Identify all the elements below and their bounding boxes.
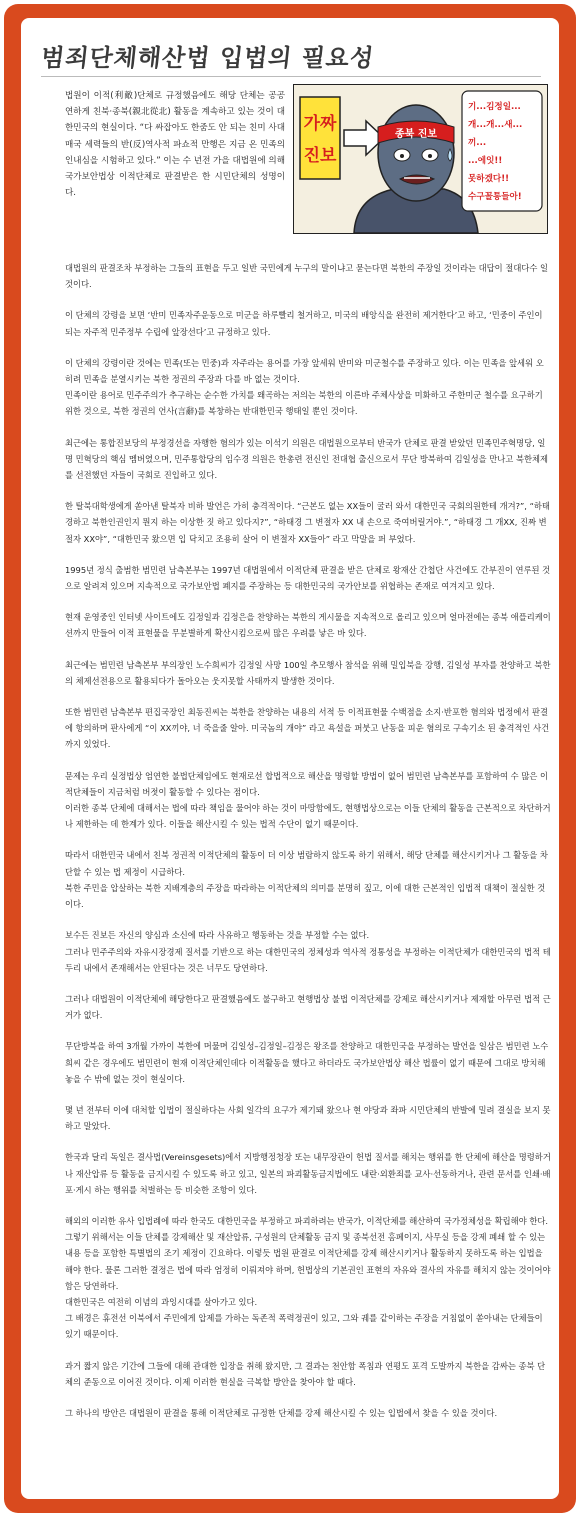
article-paragraph: 한 탈북대학생에게 쏟아낸 탈북자 비하 발언은 가히 충격적이다. “근본도 없는 XX들이 굴러 와서 대한민국 국회의원한테 개겨?”, “하태경하고 북한인권인지 뭔지 하는 이상한 짓 하고 있다지?”, “하태경 그 변절자 XX 내 손으로 죽여버릴거야.”, “하태경 그 개XX, 진짜 변절자 XX야”, “대한민국 왔으면 입 닥치고 조용히 살어 이 변절자 XX들아” 라고 막말을 퍼 부었다. xyxy=(65,501,550,544)
left-pupil xyxy=(400,154,404,158)
sign-text-top: 가짜 xyxy=(303,114,337,134)
article-paragraph: 이 단체의 강령이란 것에는 민족(또는 민중)과 자주라는 용어를 가장 앞세워 반미와 미군철수를 주장하고 있다. 이는 민족을 앞세워 오히려 민족을 분열시키는 북한 정권의 주장과 다를 바 없는 것이다. xyxy=(65,357,544,385)
article-paragraph: 해외의 이러한 유사 입법례에 따라 한국도 대한민국을 부정하고 파괴하려는 반국가, 이적단체를 해산하여 국가정체성을 확립해야 한다. 그렇기 위해서는 이들 단체를 강제해산 및 재산압류, 구성원의 단체활동 금지 및 종북선전 홈페이지, 사무실 등을 강제 폐쇄 할 수 있는 내용 등을 포함한 특별법의 조기 제정이 긴요하다. 이렇듯 법원 판결로 이적단체를 강제 해산시키거나 활동하지 못하도록 하는 입법을 해야 한다. 물론 그러한 결정은 법에 따라 엄정히 이뤄져야 하며, 헌법상의 기본권인 표현의 자유와 결사의 자유를 해치지 않는 것이어야 함은 당연하다. xyxy=(65,1215,551,1291)
article-paragraph: 과거 짧지 않은 기간에 그들에 대해 관대한 입장을 취해 왔지만, 그 결과는 천안함 폭침과 연평도 포격 도발까지 북한을 감싸는 종북 단체의 준동으로 이어진 것이다. 이제 이러한 현실을 극복할 방안을 찾아야 할 때다. xyxy=(65,1360,546,1387)
sign-text-bottom: 진보 xyxy=(303,146,337,166)
speech-bubble-line: 수구꼴통들아! xyxy=(468,192,522,202)
article-paragraph: 그 배경은 휴전선 이북에서 주민에게 압제를 가하는 독존적 폭력정권이 있고, 그와 궤를 같이하는 주장을 거침없이 쏟아내는 단체들이 있기 때문이다. xyxy=(65,1313,543,1340)
article-paragraph: 그 하나의 방안은 대법원이 판결을 통해 이적단체로 규정한 단체를 강제 해산시킬 수 있는 입법에서 찾을 수 있을 것이다. xyxy=(65,1407,498,1418)
speech-bubble-line: ...에잇!! xyxy=(468,156,503,166)
article-paragraph: 이 단체의 강령을 보면 ‘반미 민족자주운동으로 미군을 하루빨리 철거하고, 미국의 배앙식을 완전히 제거한다’고 하고, ‘민중이 주인이 되는 자주적 민주정부 수립에 앞장선다’고 규정하고 있다. xyxy=(65,310,543,337)
intro-paragraph: 법원이 이적(利敵)단체로 규정했음에도 해당 단체는 공공연하게 친북·종북(親北從北) 활동을 계속하고 있는 것이 대한민국의 현실이다. “다 싸잡아도 한줌도 안 되는 친미 사대 매국 세력들의 반(反)역사적 파쇼적 만행은 지금 온 민족의 인내심을 시험하고 있다.” 이는 수 년전 가을 대법원에 의해 국가보안법상 이적단체로 판결받은 한 시민단체의 성명이다. xyxy=(65,91,285,199)
article-paragraph: 무단방북을 하여 3개월 가까이 북한에 머물며 김일성–김정일–김정은 왕조를 찬양하고 대한민국을 부정하는 발언을 일삼은 범민련 노수희씨 같은 경우에도 범민련이 현재 이적단체인데다 이적활동을 했다고 하더라도 국가보안법상 해산 법률이 없기 때문에 그대로 방치해 놓을 수 밖에 없는 것이 현실이다. xyxy=(65,1041,549,1084)
article-paragraph: 현재 운영중인 인터넷 사이트에도 김정일과 김정은을 찬양하는 북한의 게시물을 지속적으로 올리고 있으며 얼마전에는 종북 애플리케이션까지 만들어 이적 표현물을 무분별하게 확산시킴으로써 많은 우려를 낳은 바 있다. xyxy=(65,612,551,639)
article-paragraph: 1995년 정식 출범한 범민련 남측본부는 1997년 대법원에서 이적단체 판결을 받은 단체로 왕재산 간첩단 사건에도 간부진이 연루된 것으로 알려져 있으며 지속적으로 국가보안법 폐지를 주장하는 등 대한민국의 국가안보를 위협하는 존재로 여겨지고 있다. xyxy=(65,564,551,592)
article-paragraph: 문제는 우리 실정법상 엄연한 불법단체임에도 현재로선 합법적으로 해산을 명령할 방법이 없어 범민련 남측본부를 포함하여 수 많은 이적단체들이 지금처럼 버젓이 활동할 수 있다는 점이다. xyxy=(65,770,549,797)
page-frame xyxy=(4,4,576,1513)
speech-bubble-line: 기...김정일... xyxy=(468,102,521,112)
article-paragraph: 보수든 진보든 자신의 양심과 소신에 따라 사유하고 행동하는 것을 부정할 수는 없다. xyxy=(65,930,370,941)
figure-face xyxy=(378,105,454,201)
article-paragraph: 따라서 대한민국 내에서 친북 정권적 이적단체의 활동이 더 이상 범람하지 않도록 하기 위해서, 해당 단체를 해산시키거나 그 활동을 차단할 수 있는 법 제정이 시급하다. xyxy=(65,850,548,877)
article-paragraph: 그러나 민주주의와 자유시장경제 질서를 기반으로 하는 대한민국의 정체성과 역사적 정통성을 부정하는 이적단체가 대한민국의 법적 테두리 내에서 존재해서는 안된다는 것은 너무도 당연하다. xyxy=(65,946,551,973)
title-divider xyxy=(41,76,541,77)
article-paragraph: 북한 주민을 압살하는 북한 지배계층의 주장을 따라하는 이적단체의 의미를 분명히 짚고, 이에 대한 근본적인 입법적 대책이 절실한 것이다. xyxy=(65,882,546,910)
article-paragraph: 이러한 종북 단체에 대해서는 법에 따라 책임을 물어야 하는 것이 마땅함에도, 현행법상으로는 이들 단체의 활동을 근본적으로 차단하거나 제한하는 데 한계가 있다. 이들을 해산시킬 수 있는 법적 수단이 없기 때문이다. xyxy=(65,803,551,830)
article-paragraph: 그러나 대법원이 이적단체에 해당한다고 판결했음에도 불구하고 현행법상 불법 이적단체를 강제로 해산시키거나 제재할 아무런 법적 근거가 없다. xyxy=(65,993,551,1021)
page-title: 범죄단체해산법 입법의 필요성 xyxy=(39,44,376,72)
fake-progressive-sign xyxy=(300,97,340,179)
article-body xyxy=(65,260,551,1436)
article-paragraph: 몇 년 전부터 이에 대처할 입법이 절실하다는 사회 일각의 요구가 제기돼 왔으나 현 야당과 좌파 시민단체의 반발에 밀려 결실을 보지 못하고 말았다. xyxy=(65,1104,551,1132)
speech-bubble-line: 끼... xyxy=(468,138,487,148)
article-paragraph: 대법원의 판결조차 부정하는 그들의 표현을 두고 일반 국민에게 누구의 말이냐고 묻는다면 북한의 주장일 것이라는 대답이 절대다수 일 것이다. xyxy=(65,263,549,290)
cartoon-drawing xyxy=(294,85,547,233)
speech-bubble-line: 못하겠다!! xyxy=(468,174,510,184)
content-panel xyxy=(21,18,559,1499)
article-paragraph: 또한 범민련 남측본부 편집국장인 최동진씨는 북한을 찬양하는 내용의 서적 등 이적표현물 수백점을 소지·반포한 혐의와 법정에서 판결에 항의하며 판사에게 “이 XX끼야, 너 죽을줄 알아. 미국놈의 개야” 라고 욕설을 퍼붓고 난동을 피운 혐의로 구속기소 된 충격적인 사건까지 있었다. xyxy=(65,707,550,750)
speech-bubble-line: 개...개...새... xyxy=(468,120,523,130)
cartoon-illustration xyxy=(293,84,548,234)
article-paragraph: 한국과 달리 독일은 결사법(Vereinsgesets)에서 지방행정청장 또는 내무장관이 헌법 질서를 해치는 행위를 한 단체에 해산을 명령하거나 재산압류 등 활동을 금지시킬 수 있도록 하고 있고, 일본의 파괴활동금지법에도 내란·외환죄를 교사·선동하거나, 관련 문서를 인쇄·배포·게시 하는 행위를 처벌하는 등 비슷한 조항이 있다. xyxy=(65,1152,551,1195)
article-paragraph: 민족이란 용어로 민주주의가 추구하는 순수한 가치를 왜곡하는 저의는 북한의 이른바 주체사상을 미화하고 주한미군 철수를 요구하기 위한 것으로, 북한 정권의 언사(言辭)를 복창하는 반대한민국 행태일 뿐인 것이다. xyxy=(65,390,543,417)
right-pupil xyxy=(428,154,432,158)
article-paragraph: 최근에는 범민련 남측본부 부의장인 노수희씨가 김정일 사망 100일 추모행사 참석을 위해 밀입북을 강행, 김일성 부자를 찬양하고 북한의 체제선전용으로 활용되다가 돌아오는 웃지못할 사태까지 발생한 것이다. xyxy=(65,659,551,686)
article-paragraph: 대한민국은 여전히 이념의 과잉시대를 살아가고 있다. xyxy=(65,1296,258,1307)
article-paragraph: 최근에는 통합진보당의 부정경선을 자행한 혐의가 있는 이석기 의원은 대법원으로부터 반국가 단체로 판결 받았던 민족민주혁명당, 일명 민혁당의 핵심 멤버였으며, 민주통합당의 임수경 의원은 한총련 전신인 전대협 출신으로서 무단 방북하여 김일성을 만나고 북한체제를 선전했던 자들이 국회로 진입하고 있다. xyxy=(65,437,549,481)
headband-text: 종북 진보 xyxy=(394,129,438,140)
